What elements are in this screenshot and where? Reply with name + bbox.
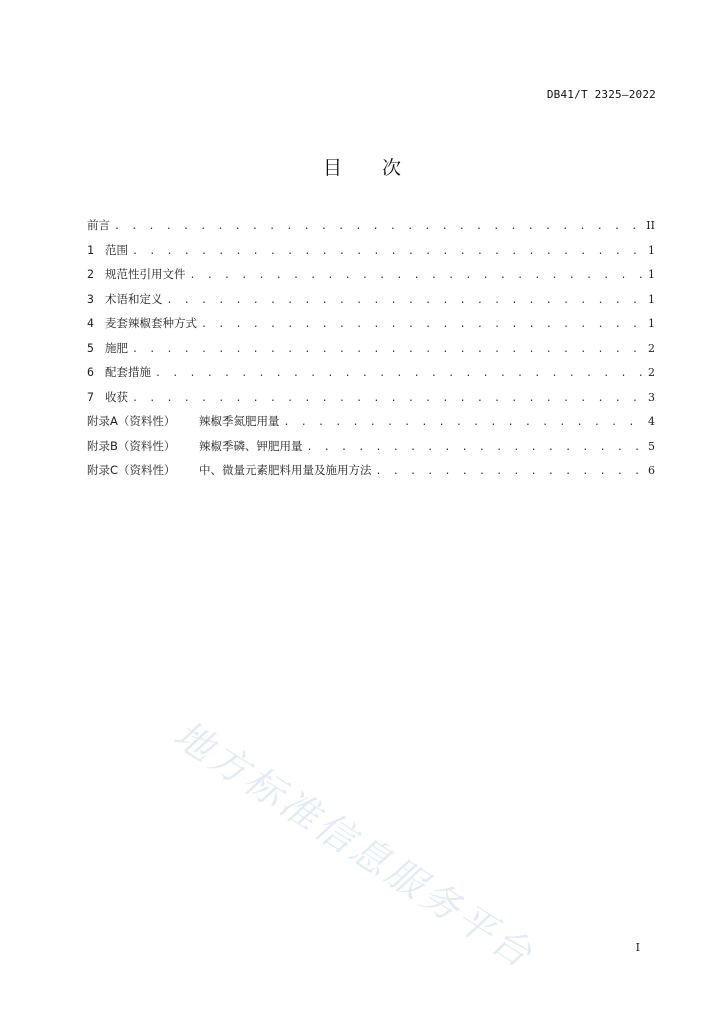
- toc-leader-dots: [201, 319, 644, 330]
- toc-entry-fertilization[interactable]: [87, 340, 655, 365]
- toc-entry-harvest[interactable]: [87, 389, 655, 414]
- toc-leader-dots: [132, 393, 644, 404]
- toc-entry-label: 麦套辣椒套种方式: [105, 316, 197, 330]
- toc-entry-page: 1: [648, 243, 655, 257]
- toc-entry-page: 1: [648, 292, 655, 306]
- toc-leader-dots: [284, 417, 645, 428]
- toc-entry-foreword[interactable]: [87, 217, 655, 242]
- toc-entry-label: 范围: [105, 242, 128, 257]
- toc-leader-dots: [132, 344, 644, 355]
- toc-entry-page: II: [646, 219, 655, 232]
- toc-title: [0, 153, 724, 180]
- toc-entry-page: 2: [648, 341, 655, 355]
- toc-entry-intercropping-mode[interactable]: [87, 315, 655, 340]
- toc-entry-label: 前言: [87, 218, 110, 232]
- toc-entry-number: 7: [87, 389, 94, 404]
- toc-leader-dots: [155, 368, 644, 379]
- toc-entry-label: 收获: [105, 389, 128, 404]
- toc-entry-number: 4: [87, 316, 94, 330]
- toc-entry-prefix: 附录B（资料性）: [87, 438, 176, 453]
- toc-leader-dots: [167, 295, 645, 306]
- page-number: I: [635, 941, 640, 954]
- table-of-contents: [87, 217, 655, 487]
- toc-entry-label: 辣椒季磷、钾肥用量: [199, 438, 303, 453]
- toc-entry-appendix-b[interactable]: [87, 438, 655, 463]
- toc-entry-number: 3: [87, 291, 94, 306]
- toc-entry-label: 术语和定义: [105, 291, 163, 306]
- toc-leader-dots: [132, 246, 644, 257]
- toc-entry-label: 规范性引用文件: [105, 267, 186, 281]
- toc-entry-normative-references[interactable]: [87, 266, 655, 291]
- toc-entry-number: 2: [87, 267, 94, 281]
- toc-entry-prefix: 附录A（资料性）: [87, 414, 176, 428]
- toc-title-part1: 目: [322, 157, 342, 179]
- toc-entry-number: 5: [87, 340, 94, 355]
- toc-entry-supporting-measures[interactable]: [87, 364, 655, 389]
- toc-leader-dots: [190, 270, 645, 281]
- toc-entry-label: 施肥: [105, 340, 128, 355]
- toc-entry-page: 5: [648, 439, 655, 453]
- watermark-text: 地方标准信息服务平台: [166, 711, 543, 978]
- toc-entry-page: 1: [648, 317, 655, 330]
- toc-entry-label: 辣椒季氮肥用量: [199, 414, 280, 428]
- toc-entry-page: 2: [648, 366, 655, 379]
- toc-leader-dots: [376, 466, 645, 477]
- toc-leader-dots: [114, 221, 642, 232]
- toc-entry-page: 1: [648, 268, 655, 281]
- standard-code: DB41/T 2325—2022: [546, 88, 656, 101]
- toc-entry-scope[interactable]: [87, 242, 655, 267]
- toc-entry-page: 3: [648, 390, 655, 404]
- toc-entry-appendix-c[interactable]: [87, 462, 655, 487]
- toc-entry-label: 中、微量元素肥料用量及施用方法: [199, 463, 372, 477]
- toc-entry-label: 配套措施: [105, 365, 151, 379]
- toc-entry-prefix: 附录C（资料性）: [87, 463, 176, 477]
- toc-entry-terms-definitions[interactable]: [87, 291, 655, 316]
- toc-entry-page: 4: [648, 415, 655, 428]
- toc-entry-number: 6: [87, 365, 94, 379]
- toc-leader-dots: [307, 442, 645, 453]
- toc-entry-appendix-a[interactable]: [87, 413, 655, 438]
- toc-entry-page: 6: [648, 464, 655, 477]
- toc-entry-number: 1: [87, 242, 94, 257]
- toc-title-part2: 次: [382, 157, 402, 179]
